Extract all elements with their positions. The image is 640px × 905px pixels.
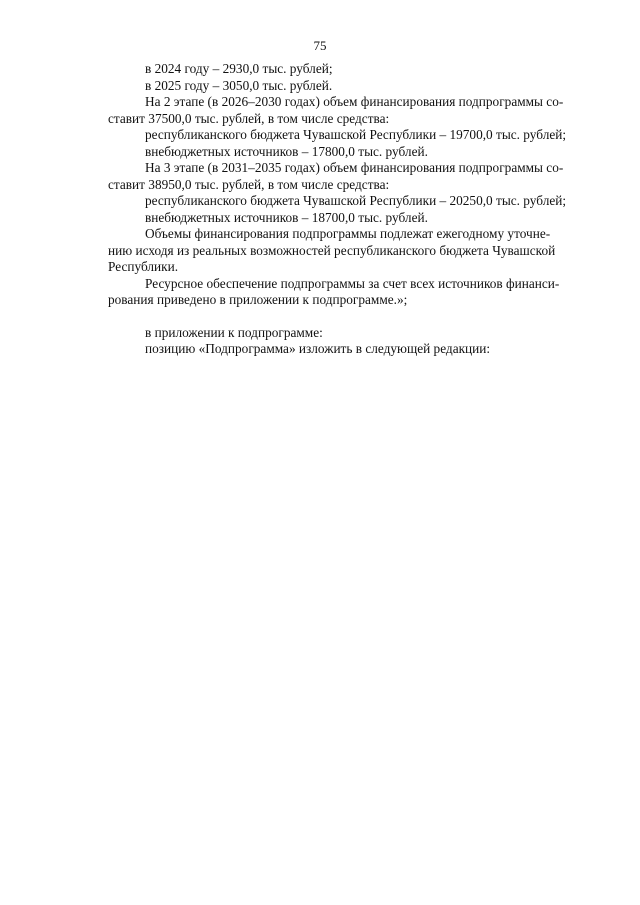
text-line: нию исходя из реальных возможностей республиканского бюджета Чувашской <box>108 242 556 258</box>
text-line: Ресурсное обеспечение подпрограммы за счет всех источников финанси- <box>145 275 560 291</box>
text-line: позицию «Подпрограмма» изложить в следующей редакции: <box>145 341 491 356</box>
document-body <box>108 61 596 358</box>
text-line: в 2025 году – 3050,0 тыс. рублей. <box>145 77 333 93</box>
text-line: республиканского бюджета Чувашской Республики – 19700,0 тыс. рублей; <box>145 127 567 142</box>
text-line: Объемы финансирования подпрограммы подлежат ежегодному уточне- <box>145 226 551 241</box>
text-line: На 3 этапе (в 2031–2035 годах) объем финансирования подпрограммы со- <box>145 160 564 175</box>
text-line: На 2 этапе (в 2026–2030 годах) объем финансирования подпрограммы со- <box>145 94 564 109</box>
text-line: республиканского бюджета Чувашской Республики – 20250,0 тыс. рублей; <box>145 193 567 208</box>
text-line: рования приведено в приложении к подпрограмме.»; <box>108 292 408 307</box>
text-line: внебюджетных источников – 18700,0 тыс. рублей. <box>145 209 428 225</box>
text-line: внебюджетных источников – 17800,0 тыс. рублей. <box>145 143 428 159</box>
text-line: ставит 37500,0 тыс. рублей, в том числе средства: <box>108 110 390 126</box>
text-line: в приложении к подпрограмме: <box>145 324 323 340</box>
text-line: ставит 38950,0 тыс. рублей, в том числе средства: <box>108 176 390 192</box>
text-line: в 2024 году – 2930,0 тыс. рублей; <box>145 61 333 76</box>
text-line: Республики. <box>108 259 179 274</box>
page-number: 75 <box>313 38 327 53</box>
